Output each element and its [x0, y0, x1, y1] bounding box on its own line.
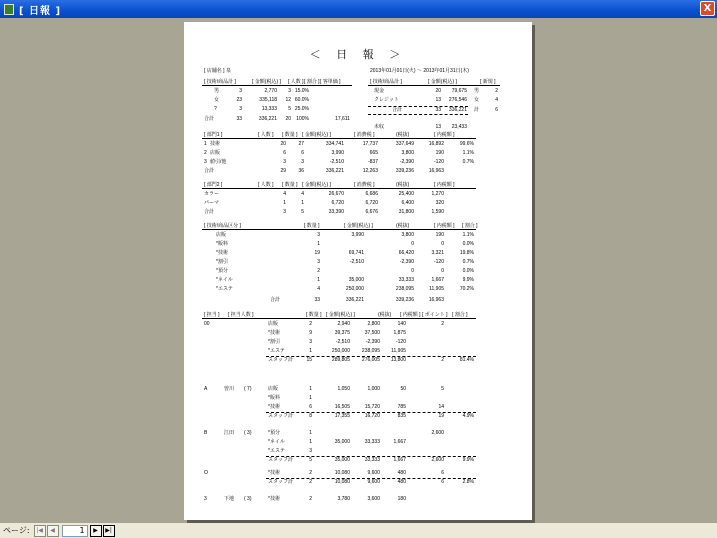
staff-subtotal-row: スタッフ計: [268, 457, 294, 463]
category-row: 11,905: [429, 286, 444, 292]
dept1-row: -2,390: [399, 159, 414, 165]
staff-subtotal-row: 13,800: [390, 357, 406, 363]
staff-row: *技術: [268, 496, 280, 502]
dept1-row: 16,892: [428, 141, 444, 147]
unpaid-row: 13: [435, 124, 441, 130]
staff-name: 曽川: [224, 386, 235, 392]
dept2-row: 1: [301, 200, 304, 206]
staff-row: 2: [309, 470, 312, 476]
staff-subtotal-row: 35,000: [334, 457, 350, 463]
dept1-header: (税抜): [396, 132, 410, 138]
staff-row: 3,600: [367, 496, 380, 502]
staff-subtotal-row: 81.4%: [459, 357, 474, 363]
category-row: 1.1%: [462, 232, 474, 238]
category-row: 4: [317, 286, 320, 292]
staff-subtotal-row: スタッフ計: [268, 479, 294, 485]
staff-row: 5: [441, 386, 444, 392]
divider: [368, 114, 468, 115]
category-total-row: 339,236: [395, 297, 414, 303]
staff-row: 9,600: [367, 470, 380, 476]
category-row: 0.0%: [462, 241, 474, 247]
staff-subtotal-row: 2: [441, 357, 444, 363]
dept1-row: 337,649: [395, 141, 414, 147]
staff-code: 00: [204, 321, 210, 327]
staff-row: 14: [438, 404, 444, 410]
staff-row: 1: [309, 348, 312, 354]
category-header: [ 金額(税込) ]: [344, 223, 373, 229]
payment-row: 20: [435, 88, 441, 94]
gender-total-row: 100%: [296, 116, 309, 122]
dept1-row: 1.1%: [462, 150, 474, 156]
staff-row: 店販: [268, 321, 279, 327]
category-row: 0: [411, 241, 414, 247]
category-row: *ネイル: [216, 277, 233, 283]
divider: [202, 138, 476, 139]
category-row: 3,990: [351, 232, 364, 238]
staff-row: 3,780: [337, 496, 350, 502]
staff-row: 2,800: [367, 321, 380, 327]
category-row: 19: [314, 250, 320, 256]
dept1-row: 27: [298, 141, 304, 147]
staff-header: [ 割合 ]: [452, 312, 468, 318]
staff-count: ( 3): [244, 496, 252, 502]
category-row: 69,741: [348, 250, 364, 256]
gender-row: 23: [236, 97, 242, 103]
dept1-row: 99.6%: [459, 141, 474, 147]
staff-subtotal-row: 4.9%: [462, 413, 474, 419]
report-page: [184, 22, 532, 520]
gender-total-row: 合計: [204, 116, 215, 122]
category-row: 0.7%: [462, 259, 474, 265]
category-row: *販料: [216, 241, 228, 247]
dept2-row: 6,686: [365, 191, 378, 197]
gender-row: ?: [214, 106, 217, 112]
dept1-header: [ 金額(税込) ]: [302, 132, 331, 138]
staff-row: -2,510: [335, 339, 350, 345]
dept1-row: 6: [283, 150, 286, 156]
dept2-header: [ 金額(税込) ]: [302, 182, 331, 188]
dept2-row: 6,720: [331, 200, 344, 206]
gender-header: [ 割合 ]: [304, 79, 320, 85]
prev-page-icon[interactable]: ◀: [47, 525, 59, 537]
dept1-total-row: 12,263: [362, 168, 378, 174]
category-row: 19.8%: [459, 250, 474, 256]
store-label: [ 店舗名 ] 泉: [204, 68, 231, 74]
staff-subtotal-row: 8: [309, 413, 312, 419]
dept2-header: [ 内税額 ]: [434, 182, 455, 188]
staff-row: 11,905: [391, 348, 406, 354]
staff-row: 店販: [268, 386, 279, 392]
dept2-total-row: 合計: [204, 209, 215, 215]
dept1-header: [ 消費税 ]: [354, 132, 375, 138]
category-row: 1: [317, 241, 320, 247]
category-header: [ 内税額 ]: [434, 223, 455, 229]
staff-row: 1,667: [393, 439, 406, 445]
staff-name: 江田: [224, 430, 235, 436]
dept1-row: -120: [433, 159, 444, 165]
category-row: -2,390: [399, 259, 414, 265]
dept1-row: 店販: [210, 150, 221, 156]
staff-row: 238,095: [361, 348, 380, 354]
category-row: 3: [317, 259, 320, 265]
dept1-total-row: 36: [298, 168, 304, 174]
gender-row: 3: [239, 88, 242, 94]
dept1-row: 6: [301, 150, 304, 156]
category-row: 190: [435, 232, 444, 238]
gender-total-row: 336,221: [258, 116, 277, 122]
staff-row: 250,000: [331, 348, 350, 354]
staff-count: ( 7): [244, 386, 252, 392]
dept1-row: 3,800: [401, 150, 414, 156]
category-header: (税抜): [396, 223, 410, 229]
staff-header: (税抜): [378, 312, 392, 318]
gender-row: 25.0%: [294, 106, 309, 112]
staff-row: 1: [309, 395, 312, 401]
payment-total-row: 計: [474, 107, 480, 113]
dept2-row: 6,720: [365, 200, 378, 206]
staff-header: [ 金額(税込) ]: [326, 312, 355, 318]
dept1-header: [ 数量 ]: [282, 132, 298, 138]
staff-code: A: [204, 386, 208, 392]
category-row: 3,800: [401, 232, 414, 238]
category-total-row: 33: [314, 297, 320, 303]
staff-header: [ ポイント ]: [422, 312, 448, 318]
payment-total-row: 6: [495, 107, 498, 113]
report-title: ＜ 日 報 ＞: [309, 48, 407, 61]
category-row: *割引: [216, 259, 228, 265]
staff-row: -120: [395, 339, 406, 345]
staff-subtotal-row: 276,005: [361, 357, 380, 363]
gender-row: 女: [214, 97, 220, 103]
category-row: 238,095: [395, 286, 414, 292]
app-icon: [4, 4, 14, 15]
staff-row: 2,600: [431, 430, 444, 436]
last-page-icon[interactable]: ▶|: [103, 525, 115, 537]
gender-row: 60.0%: [294, 97, 309, 103]
category-row: 1,667: [431, 277, 444, 283]
dept2-header: [ 数量 ]: [282, 182, 298, 188]
category-row: 3,321: [431, 250, 444, 256]
staff-subtotal-row: 2: [309, 479, 312, 485]
close-button[interactable]: X: [700, 1, 715, 16]
staff-row: 33,333: [364, 439, 380, 445]
staff-subtotal-row: 2,600: [431, 457, 444, 463]
category-row: 1: [317, 277, 320, 283]
staff-count: ( 3): [244, 430, 252, 436]
staff-row: 2: [441, 321, 444, 327]
staff-row: 180: [397, 496, 406, 502]
staff-subtotal-row: 9.9%: [462, 457, 474, 463]
staff-row: *預分: [268, 430, 280, 436]
staff-row: 16,505: [334, 404, 350, 410]
payment-row: 4: [495, 97, 498, 103]
dept1-row: 20: [280, 141, 286, 147]
staff-row: 2,940: [337, 321, 350, 327]
staff-row: 15,720: [364, 404, 380, 410]
staff-code: 3: [204, 496, 207, 502]
gender-row: 男: [214, 88, 220, 94]
staff-row: 140: [397, 321, 406, 327]
staff-subtotal-row: 1,667: [393, 457, 406, 463]
dept1-total-row: 339,236: [395, 168, 414, 174]
dept2-row: 4: [283, 191, 286, 197]
staff-row: *技術: [268, 330, 280, 336]
staff-row: 39,375: [334, 330, 350, 336]
dept1-row: -837: [367, 159, 378, 165]
category-row: *預分: [216, 268, 228, 274]
staff-subtotal-row: 17,355: [334, 413, 350, 419]
staff-row: 6: [309, 404, 312, 410]
staff-subtotal-row: 33,333: [364, 457, 380, 463]
category-row: 250,000: [345, 286, 364, 292]
staff-subtotal-row: スタッフ計: [268, 413, 294, 419]
gender-row: 3: [239, 106, 242, 112]
staff-subtotal-row: 16,720: [364, 413, 380, 419]
category-header: [ 数量 ]: [304, 223, 320, 229]
staff-row: 1,050: [337, 386, 350, 392]
page-number-input[interactable]: 1: [62, 525, 88, 537]
staff-row: *技術: [268, 404, 280, 410]
staff-header: [ 数量 ]: [306, 312, 322, 318]
category-row: 9.9%: [462, 277, 474, 283]
staff-row: 1: [309, 386, 312, 392]
dept2-total-row: 3: [283, 209, 286, 215]
first-page-icon[interactable]: |◀: [34, 525, 46, 537]
staff-header: [ 担当 ]: [204, 312, 220, 318]
page-navigator: [0, 523, 717, 538]
staff-subtotal-row: 19: [438, 413, 444, 419]
category-row: 0: [441, 268, 444, 274]
staff-subtotal-row: スタッフ計: [268, 357, 294, 363]
category-row: 0: [441, 241, 444, 247]
staff-name: 下地: [224, 496, 235, 502]
staff-row: -2,390: [365, 339, 380, 345]
payment-total-row: 合計: [392, 107, 403, 113]
payment-total-row: 336,221: [448, 107, 467, 113]
staff-row: *エステ: [268, 348, 285, 354]
dept1-row: 技術: [210, 141, 221, 147]
staff-row: 3: [309, 448, 312, 454]
dept1-row: 値引/他: [210, 159, 227, 165]
staff-subtotal-row: 10,080: [334, 479, 350, 485]
category-row: -2,510: [349, 259, 364, 265]
gender-row: 12: [285, 97, 291, 103]
staff-subtotal-row: 15: [306, 357, 312, 363]
dept2-row: 320: [435, 200, 444, 206]
staff-row: 6: [441, 470, 444, 476]
unpaid-row: 未収: [374, 124, 385, 130]
category-total-row: 16,963: [428, 297, 444, 303]
staff-code: B: [204, 430, 208, 436]
dept1-row: 0.7%: [462, 159, 474, 165]
payment-row: 男: [474, 88, 480, 94]
staff-subtotal-row: 835: [397, 413, 406, 419]
staff-row: 35,000: [334, 439, 350, 445]
dept1-row: 334,741: [325, 141, 344, 147]
dept2-row: 26,670: [328, 191, 344, 197]
gender-header: [ 人数 ]: [288, 79, 304, 85]
staff-header: [ 担当人数 ]: [228, 312, 254, 318]
category-row: *技術: [216, 250, 228, 256]
window-titlebar: [0, 0, 717, 18]
dept1-row: 3: [301, 159, 304, 165]
staff-row: 2: [309, 496, 312, 502]
staff-subtotal-row: 5: [309, 457, 312, 463]
payment-row: 2: [495, 88, 498, 94]
category-total-row: 336,221: [345, 297, 364, 303]
category-header: [ 技術/商品区分 ]: [204, 223, 241, 229]
divider: [202, 85, 352, 86]
category-row: *エステ: [216, 286, 233, 292]
gender-total-row: 20: [285, 116, 291, 122]
category-row: 0.0%: [462, 268, 474, 274]
staff-subtotal-row: 2.8%: [462, 479, 474, 485]
staff-subtotal-row: 9,600: [367, 479, 380, 485]
dept2-row: 1,270: [431, 191, 444, 197]
dept2-header: (税抜): [396, 182, 410, 188]
dept1-row: 190: [435, 150, 444, 156]
staff-row: 10,080: [334, 470, 350, 476]
staff-row: *ネイル: [268, 439, 285, 445]
page-label: ページ:: [3, 526, 30, 535]
category-row: 66,420: [398, 250, 414, 256]
dept2-row: 25,400: [398, 191, 414, 197]
staff-row: 1,875: [393, 330, 406, 336]
gender-row: 5: [288, 106, 291, 112]
window-title: [ 日報 ]: [19, 5, 62, 17]
dept1-total-row: 16,963: [428, 168, 444, 174]
gender-row: 2,770: [264, 88, 277, 94]
gender-header: [ 金額(税込) ]: [252, 79, 281, 85]
category-row: 33,333: [398, 277, 414, 283]
payment-row: 276,546: [448, 97, 467, 103]
dept1-row: 1: [204, 141, 207, 147]
payment-row: 79,675: [451, 88, 467, 94]
category-row: 35,000: [348, 277, 364, 283]
dept2-total-row: 31,800: [398, 209, 414, 215]
dept2-total-row: 5: [301, 209, 304, 215]
dept1-header: [ 人数 ]: [258, 132, 274, 138]
staff-row: 480: [397, 470, 406, 476]
dept1-row: 3,990: [331, 150, 344, 156]
payment-row: 13: [435, 97, 441, 103]
dept2-row: 1: [283, 200, 286, 206]
payment-header: [ 金額(税込) ]: [428, 79, 457, 85]
staff-row: 785: [397, 404, 406, 410]
category-total-row: 合計: [270, 297, 281, 303]
gender-total-row: 33: [236, 116, 242, 122]
dept1-row: -2,510: [329, 159, 344, 165]
gender-header: [ 技術/商品計 ]: [204, 79, 236, 85]
dept1-header: [ 部門1 ]: [204, 132, 223, 138]
divider: [202, 229, 476, 230]
payment-header: [ 新規 ]: [480, 79, 496, 85]
staff-row: *技術: [268, 470, 280, 476]
category-row: 2: [317, 268, 320, 274]
dept2-total-row: 6,676: [365, 209, 378, 215]
dept1-row: 17,737: [362, 141, 378, 147]
staff-row: 1,000: [367, 386, 380, 392]
staff-subtotal-row: 6: [441, 479, 444, 485]
staff-row: 1: [309, 430, 312, 436]
gender-row: 15.0%: [294, 88, 309, 94]
gender-row: 3: [288, 88, 291, 94]
staff-row: *割引: [268, 339, 280, 345]
dept2-header: [ 人数 ]: [258, 182, 274, 188]
payment-row: 現金: [374, 88, 385, 94]
dept1-row: 2: [204, 150, 207, 156]
category-row: 3: [317, 232, 320, 238]
gender-row: 335,118: [259, 97, 277, 103]
payment-total-row: 33: [435, 107, 441, 113]
gender-row: 13,333: [261, 106, 277, 112]
staff-row: *エステ: [268, 448, 285, 454]
staff-row: 50: [400, 386, 406, 392]
dept2-header: [ 部門2 ]: [204, 182, 223, 188]
dept2-total-row: 1,590: [431, 209, 444, 215]
dept1-row: 3: [283, 159, 286, 165]
staff-row: 2: [309, 321, 312, 327]
date-range: 2013年01月01日(火) 〜 2013年01月31日(木): [370, 68, 469, 74]
gender-total-row: 17,611: [335, 116, 350, 122]
dept1-header: [ 内税額 ]: [434, 132, 455, 138]
category-row: 70.2%: [459, 286, 474, 292]
divider: [368, 85, 500, 86]
dept2-row: パーマ: [204, 200, 220, 206]
dept1-row: 3: [204, 159, 207, 165]
staff-row: 1: [309, 439, 312, 445]
dept1-row: 665: [369, 150, 378, 156]
dept2-row: カラー: [204, 191, 220, 197]
payment-header: [ 技術/商品計 ]: [370, 79, 402, 85]
staff-code: O: [204, 470, 208, 476]
staff-row: 37,500: [364, 330, 380, 336]
category-row: -120: [433, 259, 444, 265]
dept2-row: 4: [301, 191, 304, 197]
dept2-header: [ 消費税 ]: [354, 182, 375, 188]
unpaid-row: 23,433: [451, 124, 467, 130]
staff-row: *販料: [268, 395, 280, 401]
category-row: 店販: [216, 232, 227, 238]
staff-row: 3: [309, 339, 312, 345]
staff-subtotal-row: 289,805: [331, 357, 350, 363]
divider: [202, 188, 476, 189]
payment-row: クレジット: [374, 97, 399, 103]
divider: [202, 318, 476, 319]
dept1-total-row: 29: [280, 168, 286, 174]
staff-row: 9: [309, 330, 312, 336]
category-header: [ 割合 ]: [462, 223, 478, 229]
payment-row: 女: [474, 97, 480, 103]
staff-subtotal-row: 480: [397, 479, 406, 485]
dept1-total-row: 336,221: [325, 168, 344, 174]
dept2-total-row: 33,390: [328, 209, 344, 215]
category-row: 0: [411, 268, 414, 274]
staff-header: [ 内税額 ]: [400, 312, 421, 318]
next-page-icon[interactable]: ▶: [90, 525, 102, 537]
dept1-total-row: 合計: [204, 168, 215, 174]
gender-header: [ 客単価 ]: [320, 79, 341, 85]
dept2-row: 6,400: [401, 200, 414, 206]
